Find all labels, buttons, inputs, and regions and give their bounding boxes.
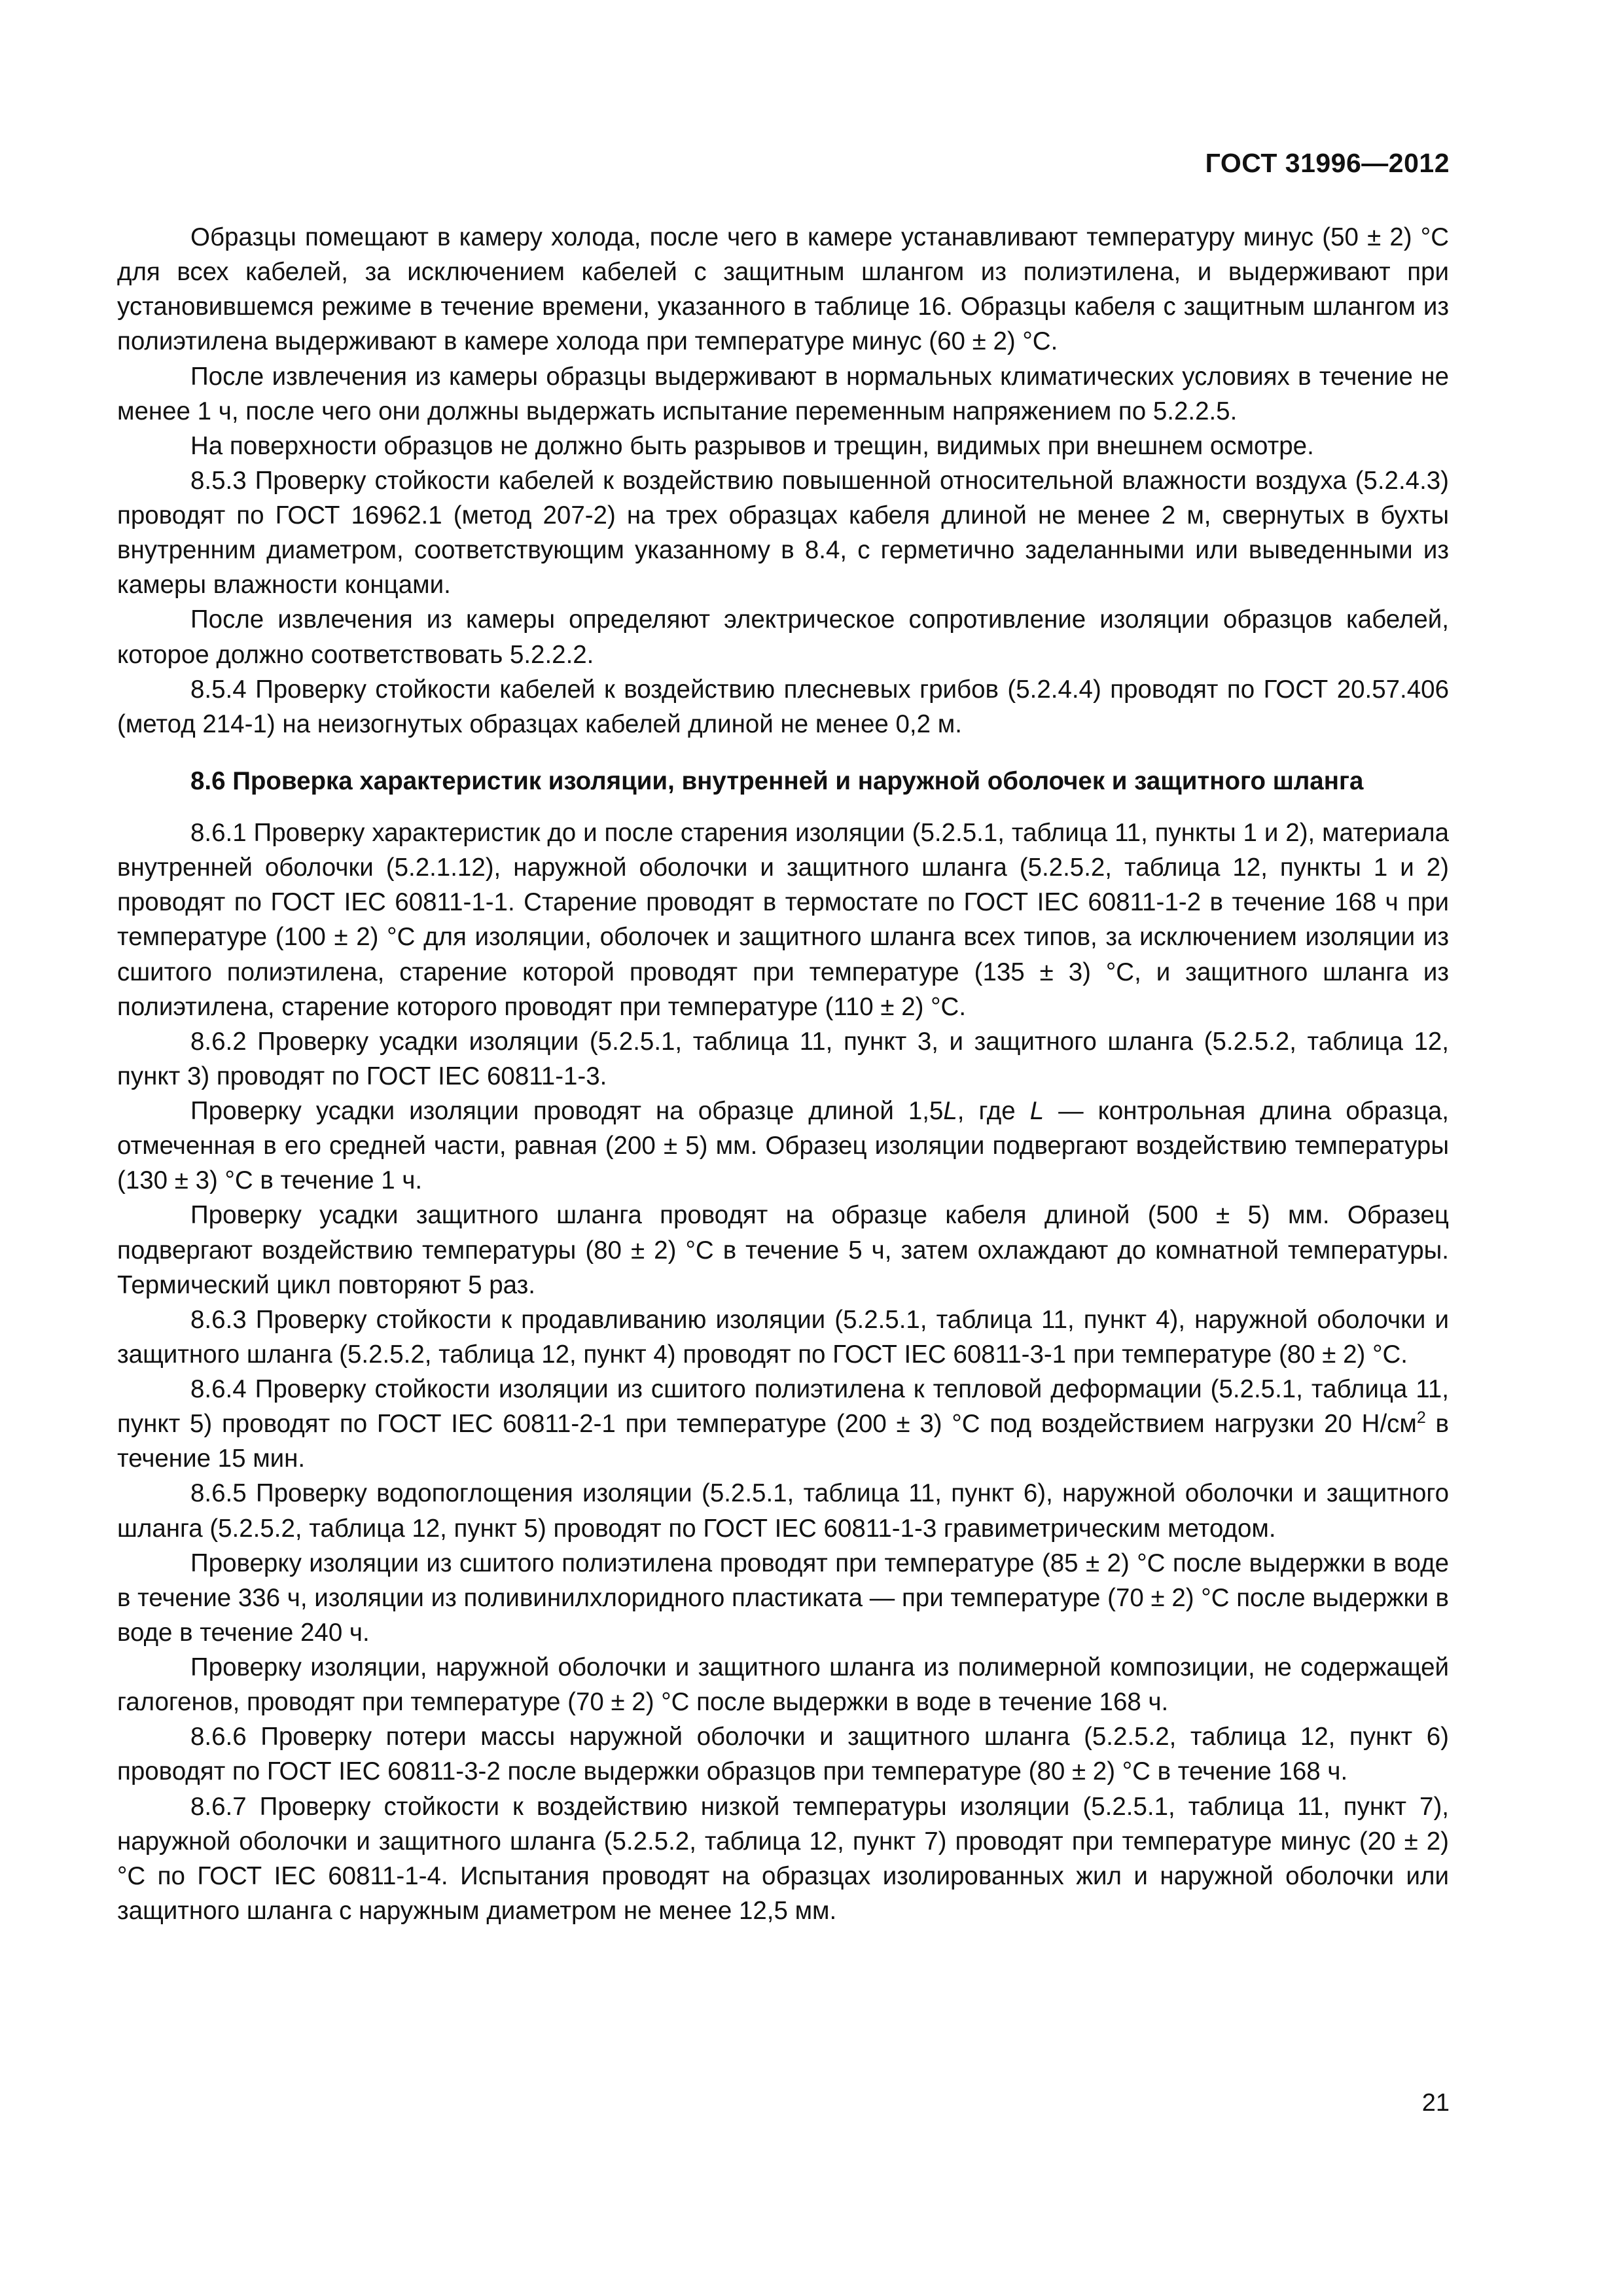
paragraph: Проверку изоляции, наружной оболочки и защитного шланга из полимерной композиции, не содержащей галогенов, проводят при температуре (70 ± 2) °С после выдержки в воде в течение 168 ч.	[117, 1653, 1449, 1717]
text-run: , где	[957, 1097, 1030, 1125]
text-run: — контрольная длина образца, отмеченная в его средней части, равная (200 ± 5) мм. Образец изоляции подвергают воздействию температуры (130 ± 3) °С в течение 1 ч.	[117, 1097, 1449, 1195]
paragraph: 8.6.2 Проверку усадки изоляции (5.2.5.1, таблица 11, пункт 3, и защитного шланга (5.2.5.2, таблица 12, пункт 3) проводят по ГОСТ IEC 60811-1-3.	[117, 1027, 1449, 1090]
paragraph: 8.6.1 Проверку характеристик до и после старения изоляции (5.2.5.1, таблица 11, пункты 1 и 2), материала внутренней оболочки (5.2.1.12), наружной оболочки и защитного шланга (5.2.5.2, таблица 12, пункты 1 и 2) проводят по ГОСТ IEC 60811-1-1. Старение проводят в термостате по ГОСТ IEC 60811-1-2 в течение 168 ч при температуре (100 ± 2) °С для изоляции, оболочек и защитного шланга всех типов, за исключением изоляции из сшитого полиэтилена, старение которой проводят при температуре (135 ± 3) °С, и защитного шланга из полиэтилена, старение которого проводят при температуре (110 ± 2) °С.	[117, 819, 1449, 1021]
page-number: 21	[1421, 2089, 1450, 2117]
page-body	[117, 220, 1449, 1928]
paragraph-shrink-insulation	[117, 1094, 1449, 1198]
paragraph: Проверку изоляции из сшитого полиэтилена проводят при температуре (85 ± 2) °С после выдержки в воде в течение 336 ч, изоляции из поливинилхлоридного пластиката — при температуре (70 ± 2) °С после выдержки в воде в течение 240 ч.	[117, 1549, 1449, 1647]
superscript: 2	[1416, 1408, 1426, 1427]
paragraph: Проверку усадки защитного шланга проводят на образце кабеля длиной (500 ± 5) мм. Образец подвергают воздействию температуры (80 ± 2) °С в течение 5 ч, затем охлаждают до комнатной температуры. Термический цикл повторяют 5 раз.	[117, 1201, 1449, 1299]
paragraph: 8.6.7 Проверку стойкости к воздействию низкой температуры изоляции (5.2.5.1, таблица 11, пункт 7), наружной оболочки и защитного шланга (5.2.5.2, таблица 12, пункт 7) проводят при температуре минус (20 ± 2) °С по ГОСТ IEC 60811-1-4. Испытания проводят на образцах изолированных жил и наружной оболочки или защитного шланга с наружным диаметром не менее 12,5 мм.	[117, 1792, 1449, 1925]
paragraph: 8.6.6 Проверку потери массы наружной оболочки и защитного шланга (5.2.5.2, таблица 12, пункт 6) проводят по ГОСТ IEC 60811-3-2 после выдержки образцов при температуре (80 ± 2) °С в течение 168 ч.	[117, 1723, 1449, 1786]
paragraph: 8.6.5 Проверку водопоглощения изоляции (5.2.5.1, таблица 11, пункт 6), наружной оболочки и защитного шланга (5.2.5.2, таблица 12, пункт 5) проводят по ГОСТ IEC 60811-1-3 гравиметрическим методом.	[117, 1479, 1449, 1543]
paragraph: 8.6.3 Проверку стойкости к продавливанию изоляции (5.2.5.1, таблица 11, пункт 4), наружной оболочки и защитного шланга (5.2.5.2, таблица 12, пункт 4) проводят по ГОСТ IEC 60811-3-1 при температуре (80 ± 2) °С.	[117, 1305, 1449, 1369]
paragraph: После извлечения из камеры образцы выдерживают в нормальных климатических условиях в течение не менее 1 ч, после чего они должны выдержать испытание переменным напряжением по 5.2.2.5.	[117, 362, 1449, 425]
paragraph: 8.5.4 Проверку стойкости кабелей к воздействию плесневых грибов (5.2.4.4) проводят по ГОСТ 20.57.406 (метод 214-1) на неизогнутых образцах кабелей длиной не менее 0,2 м.	[117, 675, 1449, 738]
document-header: ГОСТ 31996—2012	[1205, 148, 1450, 178]
paragraph-thermal-deformation	[117, 1372, 1449, 1476]
text-run: Проверку усадки изоляции проводят на образце длиной 1,5	[190, 1097, 944, 1125]
text-run: в течение 15 мин.	[117, 1410, 1449, 1473]
variable-l: L	[943, 1097, 957, 1125]
paragraph: На поверхности образцов не должно быть разрывов и трещин, видимых при внешнем осмотре.	[190, 431, 1314, 460]
paragraph: Образцы помещают в камеру холода, после чего в камере устанавливают температуру минус (50 ± 2) °С для всех кабелей, за исключением кабелей с защитным шлангом из полиэтилена, и выдерживают при установившемся режиме в течение времени, указанного в таблице 16. Образцы кабеля с защитным шлангом из полиэтилена выдерживают в камере холода при температуре минус (60 ± 2) °С.	[117, 223, 1449, 356]
paragraph: 8.5.3 Проверку стойкости кабелей к воздействию повышенной относительной влажности воздуха (5.2.4.3) проводят по ГОСТ 16962.1 (метод 207-2) на трех образцах кабеля длиной не менее 2 м, свернутых в бухты внутренним диаметром, соответствующим указанному в 8.4, с герметично заделанными или выведенными из камеры влажности концами.	[117, 466, 1449, 600]
text-run: 8.6.4 Проверку стойкости изоляции из сшитого полиэтилена к тепловой деформации (5.2.5.1, таблица 11, пункт 5) проводят по ГОСТ IEC 60811-2-1 при температуре (200 ± 3) °С под воздействием нагрузки 20 Н/см	[117, 1375, 1449, 1439]
variable-l: L	[1029, 1097, 1044, 1125]
paragraph: После извлечения из камеры определяют электрическое сопротивление изоляции образцов кабелей, которое должно соответствовать 5.2.2.2.	[117, 605, 1449, 669]
section-heading: 8.6 Проверка характеристик изоляции, внутренней и наружной оболочек и защитного шланга	[190, 766, 1364, 795]
